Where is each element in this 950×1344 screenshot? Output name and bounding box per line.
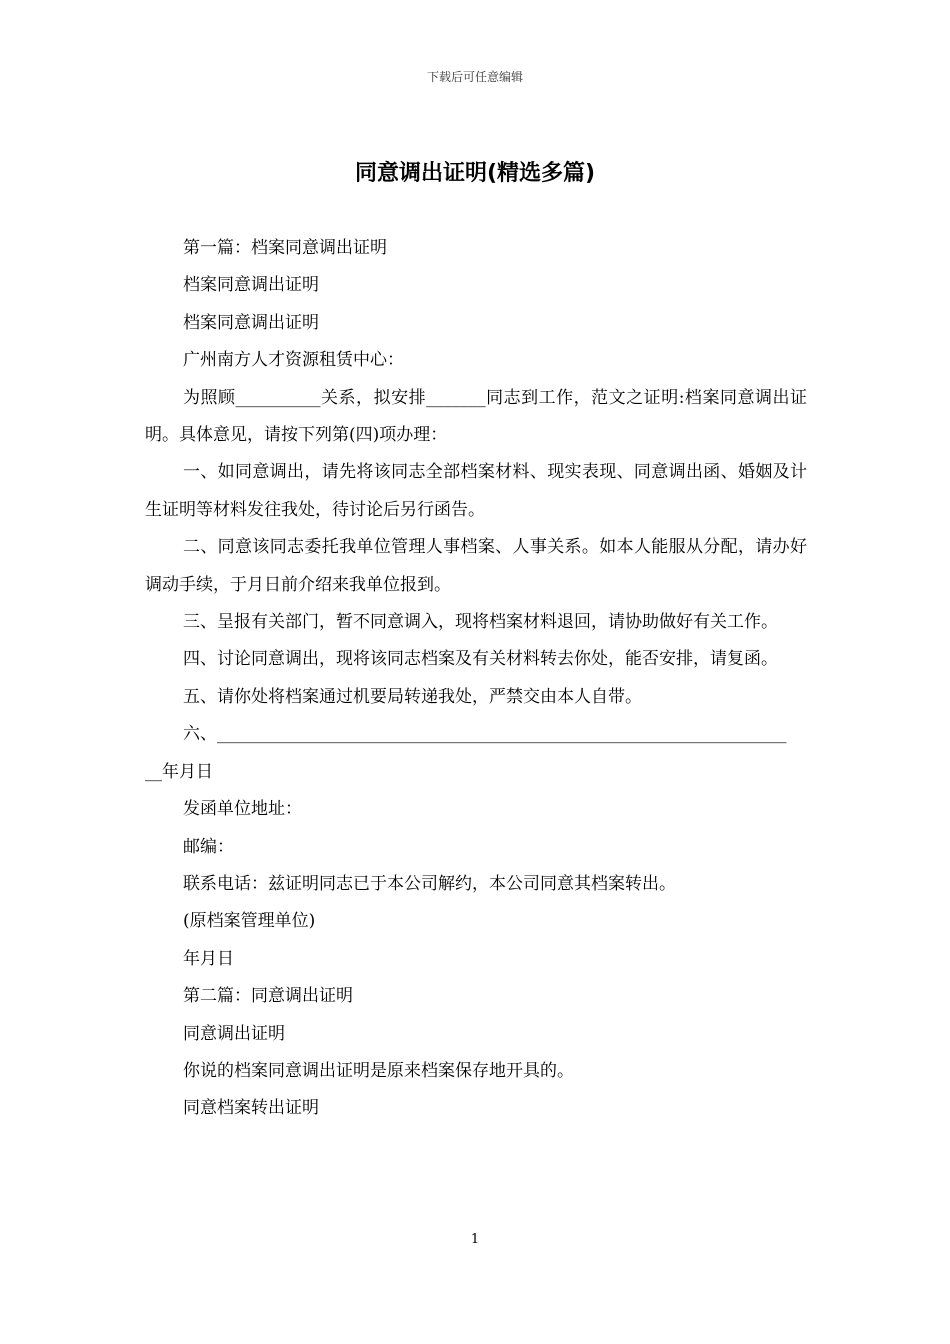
paragraph: 广州南方人才资源租赁中心： xyxy=(183,350,404,371)
paragraph: 档案同意调出证明 xyxy=(183,312,319,333)
paragraph: 第一篇：档案同意调出证明 xyxy=(183,238,387,258)
paragraph: 邮编： xyxy=(183,836,234,857)
paragraph: 发函单位地址： xyxy=(183,799,302,820)
paragraph: 五、请你处将档案通过机要局转递我处，严禁交由本人自带。 xyxy=(183,686,642,707)
header-note: 下载后可任意编辑 xyxy=(426,70,523,84)
paragraph: 二、同意该同志委托我单位管理人事档案、人事关系。如本人能服从分配，请办好调动手续，于月日前介绍来我单位报到。 xyxy=(145,537,807,595)
paragraph: __年月日 xyxy=(145,761,213,782)
paragraph: 六、___________________________________________________________________ xyxy=(183,724,787,745)
paragraph: 为照顾__________关系，拟安排_______同志到工作，范文之证明:档案同意调出证明。具体意见，请按下列第(四)项办理： xyxy=(145,387,807,446)
paragraph: 四、讨论同意调出，现将该同志档案及有关材料转去你处，能否安排，请复函。 xyxy=(183,649,778,670)
document-title: 同意调出证明(精选多篇) xyxy=(354,161,596,186)
page-number: 1 xyxy=(470,1232,480,1247)
paragraph: 档案同意调出证明 xyxy=(183,275,319,296)
paragraph: 年月日 xyxy=(183,948,234,969)
paragraph: 同意调出证明 xyxy=(183,1023,285,1044)
paragraph: 三、呈报有关部门，暂不同意调入，现将档案材料退回，请协助做好有关工作。 xyxy=(183,612,778,633)
paragraph: 联系电话：兹证明同志已于本公司解约，本公司同意其档案转出。 xyxy=(183,873,676,894)
paragraph: 你说的档案同意调出证明是原来档案保存地开具的。 xyxy=(183,1060,574,1081)
paragraph: 同意档案转出证明 xyxy=(183,1098,319,1119)
paragraph: (原档案管理单位) xyxy=(183,911,316,932)
document-body xyxy=(145,230,807,1128)
paragraph: 一、如同意调出，请先将该同志全部档案材料、现实表现、同意调出函、婚姻及计生证明等材料发往我处，待讨论后另行函告。 xyxy=(145,462,807,520)
paragraph: 第二篇：同意调出证明 xyxy=(183,986,353,1007)
